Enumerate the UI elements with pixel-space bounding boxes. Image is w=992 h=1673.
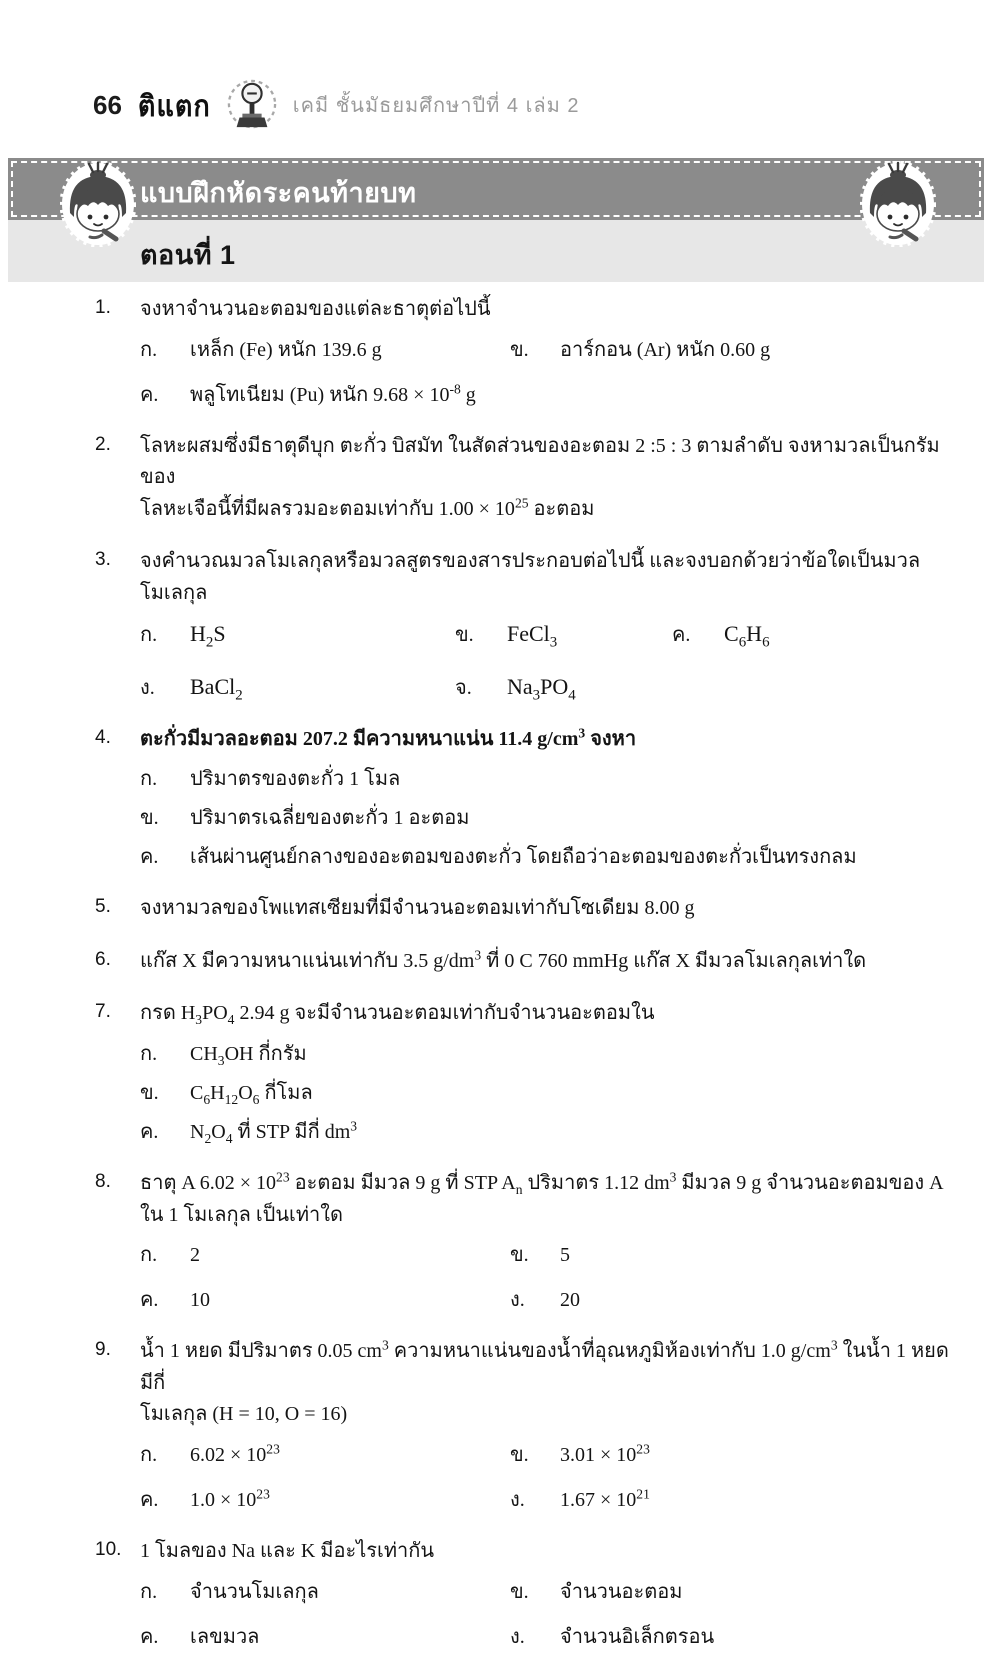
- question-number: 7.: [95, 1001, 111, 1023]
- options-grid: [140, 333, 958, 410]
- option-text: พลูโทเนียม (Pu) หนัก $9.68 \times 10^{-8}$ g: [190, 380, 476, 406]
- option-text: $3.01 \times 10^{23}$: [560, 1441, 650, 1466]
- banner-band: [8, 158, 984, 220]
- option-label: ข.: [140, 1081, 159, 1104]
- question-text: น้ำ 1 หยด มีปริมาตร 0.05 $cm^3$ ความหนาแน่นของน้ำที่อุณหภูมิห้องเท่ากับ 1.0 $g/cm^3$ ในน้ำ 1 หยด มีกี่: [140, 1337, 949, 1394]
- option-label: ก.: [140, 768, 158, 791]
- question-text: 1 โมลของ Na และ K มีอะไรเท่ากัน: [140, 1539, 435, 1562]
- option-text: ปริมาตรของตะกั่ว 1 โมล: [190, 768, 401, 791]
- option-label: ก.: [140, 338, 158, 361]
- option-label: ค.: [672, 623, 691, 646]
- option-text: จำนวนอะตอม: [560, 1580, 683, 1603]
- question-text: ใน 1 โมเลกุล เป็นเท่าใด: [140, 1203, 344, 1226]
- option-text: BaCl$_2$: [190, 673, 243, 703]
- section-band: [8, 220, 984, 282]
- option-label: ง.: [510, 1625, 525, 1648]
- option-label: ค.: [140, 383, 159, 406]
- option-text: อาร์กอน (Ar) หนัก 0.60 g: [560, 338, 771, 361]
- question-number: 2.: [95, 433, 111, 455]
- option-label: ข.: [455, 623, 474, 646]
- question-text: จงคำนวณมวลโมเลกุลหรือมวลสูตรของสารประกอบต่อไปนี้ และจงบอกด้วยว่าข้อใดเป็นมวลโมเลกุล: [140, 550, 921, 604]
- options-grid: [140, 1037, 958, 1147]
- subject-line: เคมี ชั้นมัธยมศึกษาปีที่ 4 เล่ม 2: [292, 95, 580, 117]
- options-grid: [140, 1438, 958, 1515]
- question-block: [95, 724, 958, 873]
- question-text: จงหามวลของโพแทสเซียมที่มีจำนวนอะตอมเท่ากับโซเดียม 8.00 g: [140, 897, 695, 920]
- options-grid: [140, 1238, 958, 1315]
- option-text: $6.02 \times 10^{23}$: [190, 1441, 280, 1466]
- question-block: [95, 998, 958, 1147]
- question-text: ธาตุ A $6.02 \times 10^{23}$ อะตอม มีมวล 9 g ที่ STP $A_n$ ปริมาตร 1.12 $dm^3$ มีมวล 9 g จำนวนอะตอมของ A: [140, 1169, 944, 1197]
- question-block: [95, 546, 958, 702]
- options-grid: [140, 617, 958, 703]
- question-body: [140, 724, 958, 873]
- brand-stamp-icon: [227, 78, 277, 132]
- question-body: [140, 946, 958, 978]
- option-text: เลขมวล: [190, 1625, 260, 1648]
- option-label: ข.: [510, 338, 529, 361]
- option-label: ง.: [510, 1488, 525, 1511]
- option-label: ค.: [140, 1625, 159, 1648]
- question-block: [95, 946, 958, 978]
- question-number: 4.: [95, 726, 111, 748]
- banner-title: แบบฝึกหัดระคนท้ายบท: [140, 178, 417, 208]
- option-text: $1.0 \times 10^{23}$: [190, 1486, 270, 1511]
- option-label: ง.: [140, 676, 155, 699]
- option-text: $N_2O_4$ ที่ STP มีกี่ $dm^3$: [190, 1118, 358, 1146]
- question-number: 5.: [95, 896, 111, 918]
- question-block: [95, 1536, 958, 1652]
- question-number: 1.: [95, 297, 111, 318]
- question-body: [140, 294, 958, 410]
- page-number: 66: [93, 89, 122, 120]
- question-text: โลหะเจือนี้ที่มีผลรวมอะตอมเท่ากับ $1.00 \times 10^{25}$ อะตอม: [140, 495, 595, 520]
- option-text: $H_2S$: [190, 620, 226, 650]
- question-body: [140, 998, 958, 1147]
- option-text: ปริมาตรเฉลี่ยของตะกั่ว 1 อะตอม: [190, 807, 470, 830]
- option-text: เหล็ก (Fe) หนัก 139.6 g: [190, 338, 382, 361]
- question-body: [140, 546, 958, 702]
- question-block: [95, 1168, 958, 1315]
- option-label: ก.: [140, 1443, 158, 1466]
- option-text: $C_6H_6$: [724, 620, 770, 650]
- question-body: [140, 1536, 958, 1652]
- question-block: [95, 431, 958, 526]
- option-text: จำนวนอิเล็กตรอน: [560, 1625, 715, 1648]
- option-text: $CH_3OH$ กี่กรัม: [190, 1042, 307, 1068]
- question-text: จงหาจำนวนอะตอมของแต่ละธาตุต่อไปนี้: [140, 298, 491, 320]
- question-body: [140, 1336, 958, 1515]
- question-number: 10.: [95, 1538, 122, 1560]
- option-label: ค.: [140, 1488, 159, 1511]
- option-text: เส้นผ่านศูนย์กลางของอะตอมของตะกั่ว โดยถือว่าอะตอมของตะกั่วเป็นทรงกลม: [190, 846, 857, 869]
- option-text: จำนวนโมเลกุล: [190, 1580, 319, 1603]
- option-label: ก.: [140, 1580, 158, 1603]
- question-text: กรด $H_3PO_4$ 2.94 g จะมีจำนวนอะตอมเท่ากับจำนวนอะตอมใน: [140, 1002, 655, 1028]
- questions: [95, 294, 958, 1673]
- option-label: ก.: [140, 1244, 158, 1267]
- option-label: ข.: [140, 807, 159, 830]
- option-text: 5: [560, 1244, 570, 1267]
- option-label: ข.: [510, 1443, 529, 1466]
- option-label: ข.: [510, 1244, 529, 1267]
- question-text: โลหะผสมซึ่งมีธาตุดีบุก ตะกั่ว บิสมัท ในสัดส่วนของอะตอม 2 :5 : 3 ตามลำดับ จงหามวลเป็นกรัมของ: [140, 434, 940, 489]
- question-number: 3.: [95, 549, 111, 571]
- question-body: [140, 1168, 958, 1315]
- option-text: $1.67 \times 10^{21}$: [560, 1486, 650, 1511]
- question-text: แก๊ส X มีความหนาแน่นเท่ากับ 3.5 $g/dm^3$ ที่ 0 C 760 mmHg แก๊ส X มีมวลโมเลกุลเท่าใด: [140, 947, 867, 972]
- option-text: FeCl$_3$: [507, 620, 558, 650]
- question-number: 8.: [95, 1170, 111, 1192]
- option-text: $Na_3PO_4$: [507, 673, 576, 703]
- option-label: ง.: [510, 1289, 525, 1312]
- option-label: ก.: [140, 623, 158, 646]
- option-text: 20: [560, 1289, 580, 1312]
- question-body: [140, 893, 958, 925]
- option-label: ก.: [140, 1042, 158, 1065]
- question-number: 6.: [95, 948, 111, 970]
- page-header: [93, 78, 952, 132]
- question-body: [140, 431, 958, 526]
- option-label: จ.: [455, 676, 472, 699]
- option-label: ข.: [510, 1580, 529, 1603]
- section-title: ตอนที่ 1: [140, 240, 236, 270]
- question-block: [95, 893, 958, 925]
- option-text: 2: [190, 1244, 200, 1267]
- option-text: 10: [190, 1289, 210, 1312]
- brand-logo-text: ติแตก: [137, 89, 211, 122]
- option-label: ค.: [140, 1120, 159, 1143]
- girl-character-icon: [860, 161, 936, 247]
- question-number: 9.: [95, 1339, 111, 1361]
- option-label: ค.: [140, 846, 159, 869]
- girl-character-icon: [60, 161, 136, 247]
- question-block: [95, 1336, 958, 1515]
- chapter-exercise-banner: [8, 158, 984, 282]
- option-label: ค.: [140, 1289, 159, 1312]
- options-grid: [140, 1575, 958, 1652]
- question-text: ตะกั่วมีมวลอะตอม 207.2 มีความหนาแน่น 11.4 $g/cm^3$ จงหา: [140, 724, 637, 750]
- question-block: [95, 294, 958, 410]
- option-text: $C_6H_{12}O_6$ กี่โมล: [190, 1081, 313, 1107]
- options-grid: [140, 762, 958, 872]
- question-text: โมเลกุล (H = 10, O = 16): [140, 1403, 348, 1426]
